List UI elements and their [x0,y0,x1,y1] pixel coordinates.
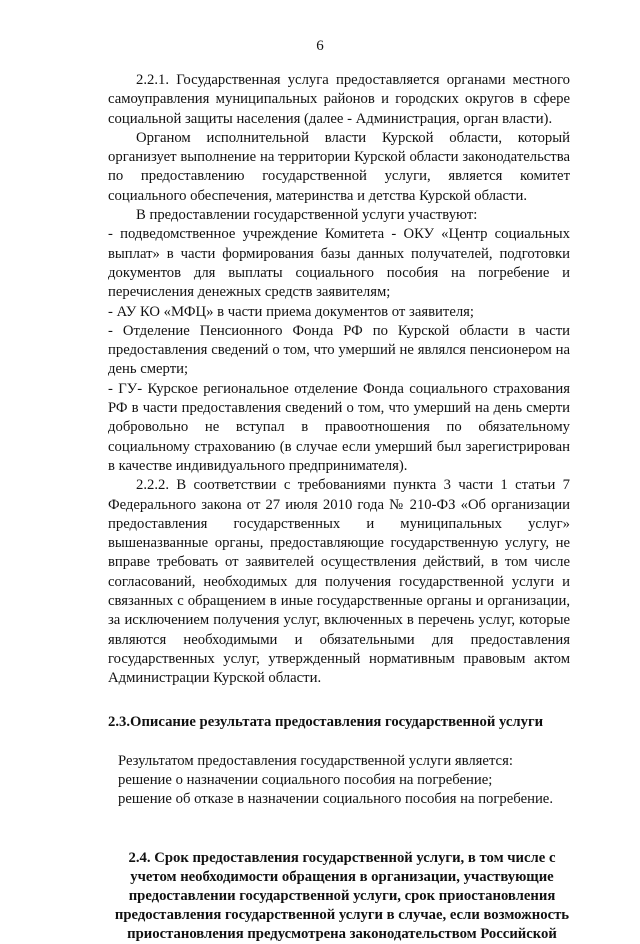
paragraph-2-2-1: 2.2.1. Государственная услуга предоставляется органами местного самоуправления муниципальных районов и городских округов в сфере социальной защиты населения (далее - Администрация, орган власти). [108,72,570,127]
paragraph-participant-oku: - подведомственное учреждение Комитета - ОКУ «Центр социальных выплат» в части формирования базы данных получателей, подготовки документов для выплаты социального пособия на погребение и перечисления денежных средств заявителям; [108,226,570,301]
paragraph-participant-mfc: - АУ КО «МФЦ» в части приема документов от заявителя; [108,303,475,320]
result-line: решение об отказе в назначении социального пособия на погребение. [118,791,554,808]
paragraph-participants-intro: В предоставлении государственной услуги участвуют: [136,207,478,224]
paragraph-2-2-2: 2.2.2. В соответствии с требованиями пункта 3 части 1 статьи 7 Федерального закона от 27 июля 2010 года № 210-ФЗ «Об организации предоставления государственных и муниципальных услуг» вышеназванные органы, предоставляющие государственную услугу, не вправе требовать от заявителей осуществления действий, в том числе согласований, необходимых для получения государственной услуги и связанных с обращением в иные государственные органы и организации, за исключением получения услуг, включенных в перечень услуг, которые являются необходимыми и обязательными для предоставления государственных услуг, утвержденный нормативным правовым актом Администрации Курской области. [108,477,570,687]
result-description [108,752,570,810]
heading-line: приостановления предусмотрена законодательством Российской [127,926,557,943]
document-body [108,71,570,944]
result-line: решение о назначении социального пособия на погребение; [118,771,493,788]
section-heading-2-3: 2.3.Описание результата предоставления государственной услуги [108,713,544,730]
paragraph-participant-pension-fund: - Отделение Пенсионного Фонда РФ по Курской области в части предоставления сведений о том, что умерший не являлся пенсионером на день смерти; [108,322,570,378]
heading-line: предоставлении государственной услуги, срок приостановления [128,888,556,905]
heading-line: 2.4. Срок предоставления государственной услуги, в том числе с [128,850,556,867]
page-number: 6 [316,38,324,54]
heading-line: учетом необходимости обращения в организации, участвующие [130,869,554,886]
section-heading-2-4 [108,849,570,944]
paragraph-participant-social-insurance: - ГУ- Курское региональное отделение Фонда социального страхования РФ в части предоставления сведений о том, что умерший на день смерти добровольно не вступал в правоотношения по обязательному социальному страхованию (в случае если умерший был зарегистрирован в качестве индивидуального предпринимателя). [108,380,570,474]
paragraph-executive-body: Органом исполнительной власти Курской области, который организует выполнение на территории Курской области законодательства по предоставлению государственной услуги, является комитет социального обеспечения, материнства и детства Курской области. [108,129,570,204]
result-line: Результатом предоставления государственной услуги является: [118,752,513,769]
heading-line: предоставления государственной услуги в случае, если возможность [114,907,570,924]
